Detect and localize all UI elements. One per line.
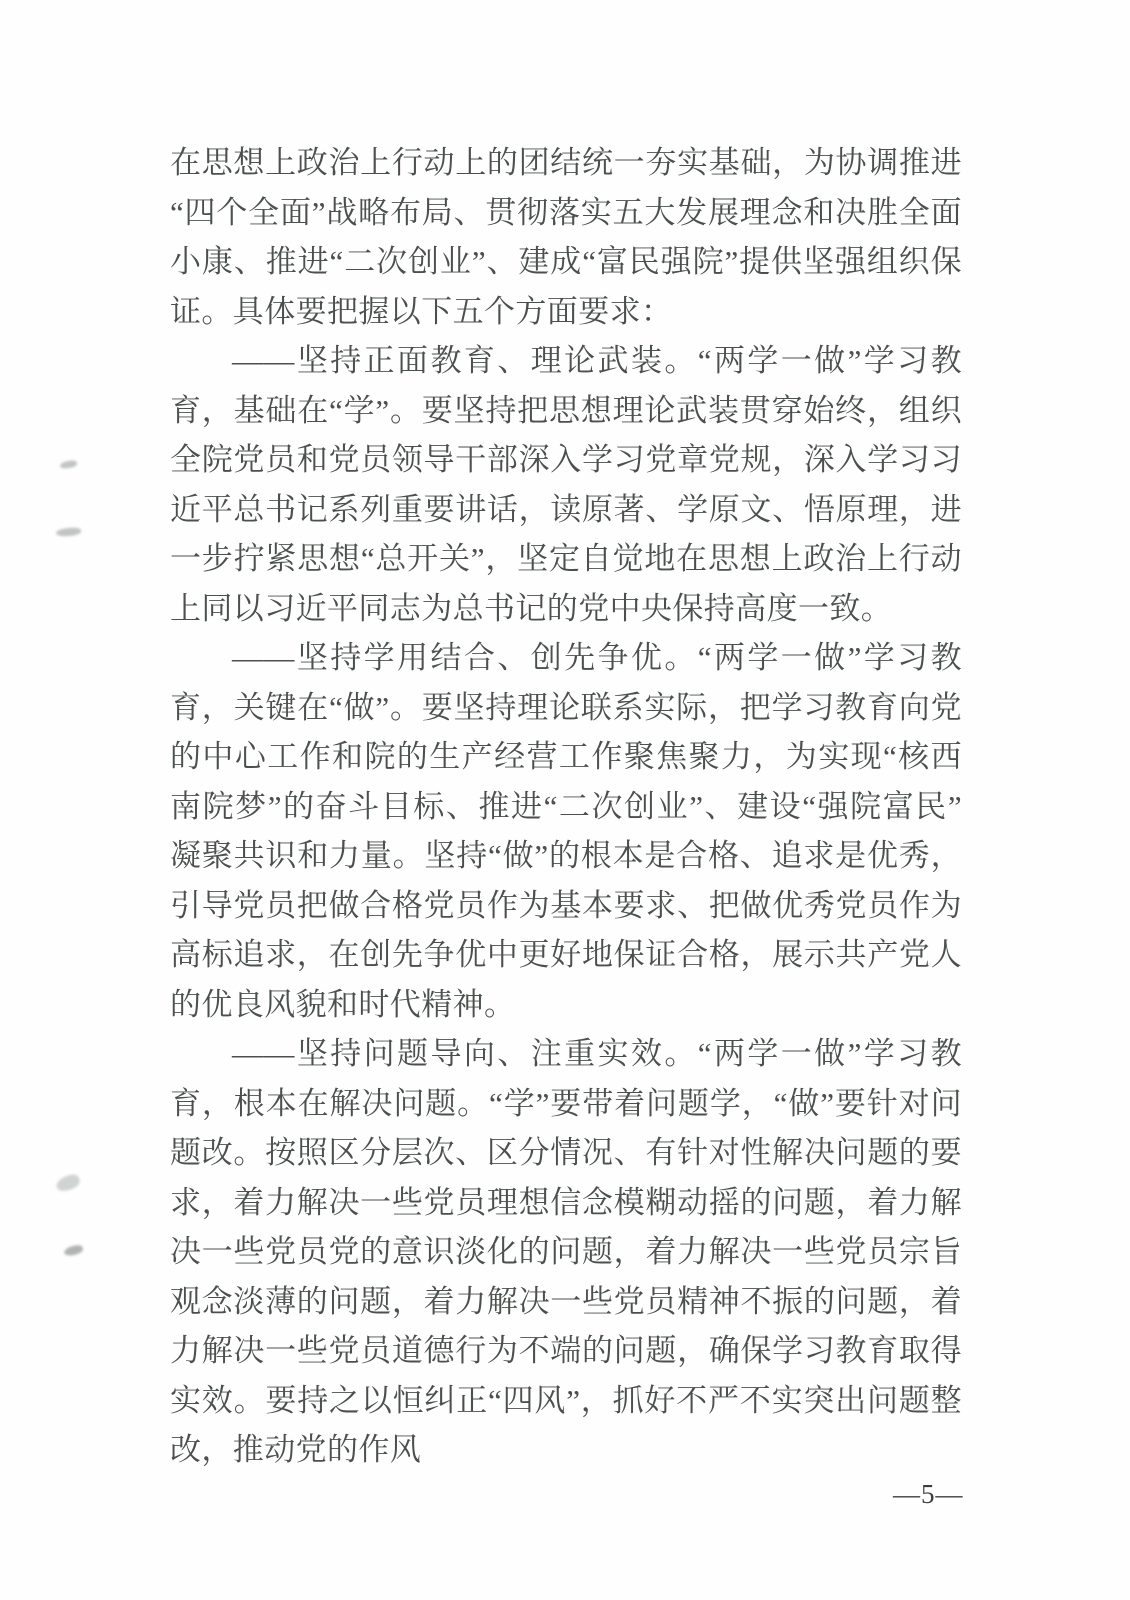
scan-smudge-artifact <box>60 460 78 469</box>
page-number: —5— <box>893 1479 964 1509</box>
body-paragraph: ——坚持学用结合、创先争优。“两学一做”学习教育，关键在“做”。要坚持理论联系实际，把学习教育向党的中心工作和院的生产经营工作聚焦聚力，为实现“核西南院梦”的奋斗目标、推进“二次创业”、建设“强院富民”凝聚共识和力量。坚持“做”的根本是合格、追求是优秀，引导党员把做合格党员作为基本要求、把做优秀党员作为高标追求，在创先争优中更好地保证合格，展示共产党人的优良风貌和时代精神。 <box>170 640 962 1022</box>
body-paragraph: ——坚持问题导向、注重实效。“两学一做”学习教育，根本在解决问题。“学”要带着问题学，“做”要针对问题改。按照区分层次、区分情况、有针对性解决问题的要求，着力解决一些党员理想信念模糊动摇的问题，着力解决一些党员党的意识淡化的问题，着力解决一些党员宗旨观念淡薄的问题，着力解决一些党员精神不振的问题，着力解决一些党员道德行为不端的问题，确保学习教育取得实效。要持之以恒纠正“四风”，抓好不严不实突出问题整改，推动党的作风 <box>170 1036 962 1467</box>
scan-smudge-artifact <box>54 1173 81 1194</box>
body-paragraph: ——坚持正面教育、理论武装。“两学一做”学习教育，基础在“学”。要坚持把思想理论武装贯穿始终，组织全院党员和党员领导干部深入学习党章党规，深入学习习近平总书记系列重要讲话，读原著、学原文、悟原理，进一步拧紧思想“总开关”，坚定自觉地在思想上政治上行动上同以习近平同志为总书记的党中央保持高度一致。 <box>170 343 962 626</box>
body-paragraph: 在思想上政治上行动上的团结统一夯实基础，为协调推进“四个全面”战略布局、贯彻落实五大发展理念和决胜全面小康、推进“二次创业”、建成“富民强院”提供坚强组织保证。具体要把握以下五个方面要求： <box>170 145 962 329</box>
scan-smudge-artifact <box>63 1244 83 1257</box>
document-body <box>170 138 962 1475</box>
scan-smudge-artifact <box>56 527 81 537</box>
